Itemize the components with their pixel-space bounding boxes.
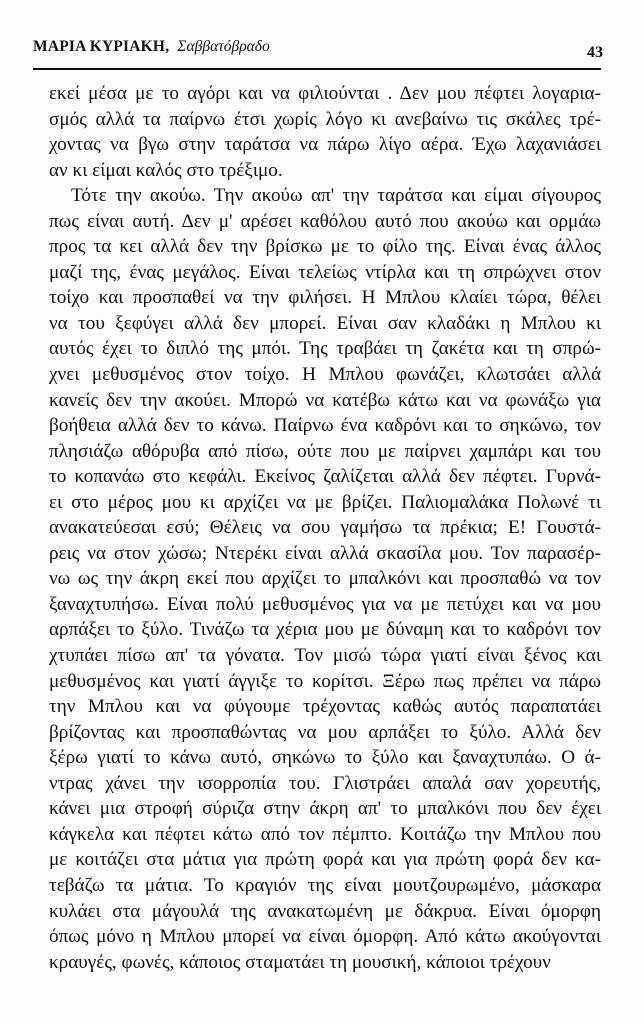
paragraph — [49, 81, 601, 183]
text-line: όπως μόνο η Μπλου μπορεί να είναι όμορφη. Από κάτω ακούγονται — [49, 926, 601, 948]
text-line: ρεις να στον χώσω; Ντερέκι είναι αλλά σκασίλα μου. Τον παρασέρ- — [49, 542, 601, 564]
text-line: κάγκελα και πέφτει κάτω από τον πέμπτο. Κοιτάζω την Μπλου που — [49, 823, 601, 845]
text-line: ξαναχτυπήσω. Είναι πολύ μεθυσμένος για να με πετύχει και να μου — [49, 593, 601, 615]
text-line: εκεί μέσα με το αγόρι και να φιλιούνται . Δεν μου πέφτει λογαρια- — [49, 83, 601, 104]
text-line: κανείς δεν την ακούει. Μπορώ να κατέβω κάτω και να φωνάξω για — [49, 389, 601, 411]
text-line: βρίζοντας και προσπαθώντας να μου αρπάξει το ξύλο. Αλλά δεν — [49, 721, 601, 743]
text-line: χοντας να βγω στην ταράτσα να πάρω λίγο αέρα. Έχω λαχανιάσει — [49, 134, 601, 156]
author-name: ΜΑΡΙΑ ΚΥΡΙΑΚΗ, — [33, 38, 170, 55]
text-line: πλησιάζω αθόρυβα από πίσω, ούτε που με παίρνει χαμπάρι και του — [49, 440, 601, 462]
text-line: τοίχο και προσπαθεί να την φιλήσει. Η Μπλου κλαίει τώρα, θέλει — [49, 287, 601, 309]
page-number: 43 — [587, 44, 603, 61]
text-line: την Μπλου και να φύγουμε τρέχοντας καθώς αυτός παραπατάει — [49, 696, 601, 718]
text-line: το κοπανάω στο κεφάλι. Εκείνος ζαλίζεται αλλά δεν πέφτει. Γυρνά- — [49, 466, 601, 488]
running-head — [33, 38, 270, 56]
text-line: να του ξεφύγει αλλά δεν μπορεί. Είναι σαν κλαδάκι η Μπλου κι — [49, 312, 601, 334]
text-line: κάνει μια στροφή σύριζα στην άκρη απ' το μπαλκόνι που δεν έχει — [49, 798, 601, 820]
text-line: νω ως την άκρη εκεί που αρχίζει το μπαλκόνι και προσπαθώ να τον — [49, 568, 601, 590]
header-rule — [33, 68, 601, 70]
paragraph — [49, 183, 601, 975]
text-line: μαζί της, ένας μεγάλος. Είναι τελείως ντίρλα και τη σπρώχνει στον — [49, 261, 601, 283]
book-title: Σαββατόβραδο — [177, 38, 270, 55]
text-line: με κοιτάζει στα μάτια για πρώτη φορά και για πρώτη φορά δεν κα- — [49, 849, 601, 871]
text-line: χνει μεθυσμένος στον τοίχο. Η Μπλου φωνάζει, κλωτσάει αλλά — [49, 364, 601, 386]
text-line: αυτός έχει το διπλό της μπόι. Της τραβάει τη ζακέτα και τη σπρώ- — [49, 338, 601, 360]
text-line: ει στο μέρος μου κι αρχίζει να με βρίζει. Παλιομαλάκα Πολωνέ τι — [49, 491, 601, 513]
text-line: ανακατεύεσαι εσύ; Θέλεις να σου γαμήσω τα πρέκια; Ε! Γουστά- — [49, 517, 601, 539]
text-line: αν κι είμαι καλός στο τρέξιμο. — [49, 159, 283, 181]
text-line: σμός αλλά τα παίρνω έτσι χωρίς λόγο κι ανεβαίνω τις σκάλες τρέ- — [49, 108, 601, 130]
running-header — [33, 36, 605, 64]
text-line: Τότε την ακούω. Την ακούω απ' την ταράτσα και είμαι σίγουρος — [71, 185, 601, 207]
body-text — [49, 81, 601, 975]
text-line: αρπάξει το ξύλο. Τινάζω τα χέρια μου με δύναμη και το καδρόνι τον — [49, 619, 601, 641]
text-line: κυλάει στα μάγουλά της ανακατωμένη με δάκρυα. Είναι όμορφη — [49, 900, 601, 922]
text-line: ντρας χάνει την ισορροπία του. Γλιστράει απαλά σαν χορευτής, — [49, 772, 601, 794]
text-line: χτυπάει πίσω απ' τα γόνατα. Τον μισώ τώρα γιατί είναι ξένος και — [49, 645, 601, 667]
text-line: προς τα κει αλλά δεν την βρίσκω με το φίλο της. Είναι ένας άλλος — [49, 236, 601, 258]
text-line: ξέρω γιατί το κάνω αυτό, σηκώνω το ξύλο και ξαναχτυπάω. Ο ά- — [49, 747, 601, 769]
text-line: πως είναι αυτή. Δεν μ' αρέσει καθόλου αυτό που ακούω και ορμάω — [49, 210, 601, 232]
text-line: τεβάζω τα μάτια. Το κραγιόν της είναι μουτζουρωμένο, μάσκαρα — [49, 874, 601, 896]
text-line: μεθυσμένος και γιατί άγγιξε το κορίτσι. Ξέρω πως πρέπει να πάρω — [49, 670, 601, 692]
text-line: βοήθεια αλλά δεν το κάνω. Παίρνω ένα καδρόνι και το σηκώνω, τον — [49, 415, 601, 437]
text-line: κραυγές, φωνές, κάποιος σταματάει τη μουσική, κάποιοι τρέχουν — [49, 951, 551, 973]
